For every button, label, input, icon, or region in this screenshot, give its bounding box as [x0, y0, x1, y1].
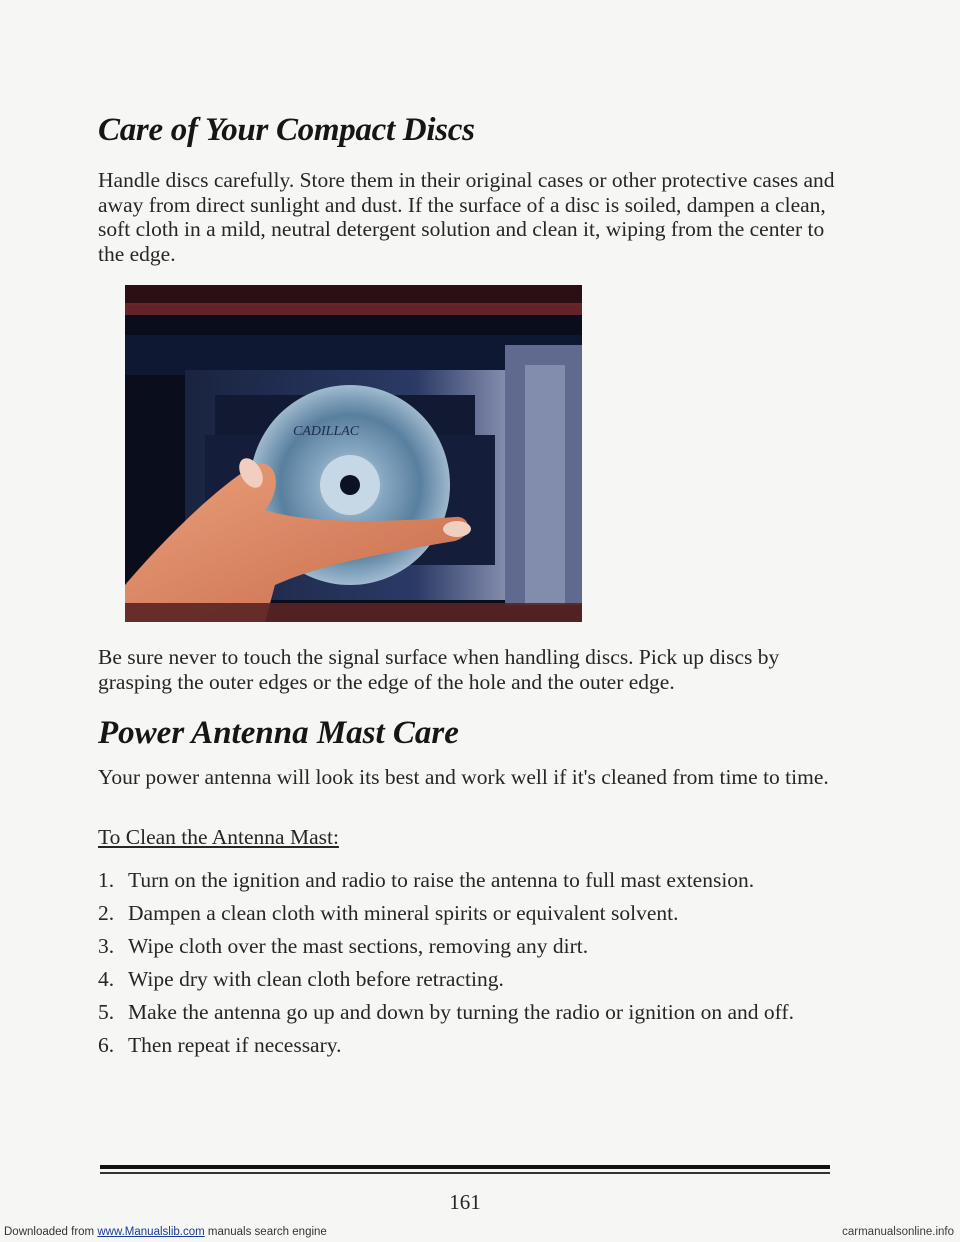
antenna-steps-list	[98, 868, 828, 1066]
step-number: 1.	[98, 868, 115, 892]
watermark-text: carmanualsonline.info	[842, 1226, 954, 1238]
disc-label-text: CADILLAC	[293, 424, 360, 439]
step-item	[98, 868, 828, 893]
download-prefix: Downloaded from	[4, 1226, 98, 1238]
footer-rule-thick	[100, 1165, 830, 1169]
download-footer	[0, 1225, 960, 1242]
antenna-subhead: To Clean the Antenna Mast:	[98, 825, 339, 849]
download-suffix: manuals search engine	[204, 1226, 327, 1238]
step-item	[98, 1000, 828, 1025]
download-notice	[4, 1226, 327, 1238]
step-number: 6.	[98, 1033, 115, 1057]
step-item	[98, 901, 828, 926]
step-text: Then repeat if necessary.	[128, 1033, 342, 1057]
disc-handling-paragraph: Be sure never to touch the signal surface when handling discs. Pick up discs by grasping the outer edges or the edge of the hole and the outer edge.	[98, 645, 780, 694]
section-title-antenna: Power Antenna Mast Care	[98, 715, 459, 751]
step-number: 5.	[98, 1000, 115, 1024]
compact-discs-paragraph: Handle discs carefully. Store them in their original cases or other protective cases and away from direct sunlight and dust. If the surface of a disc is soiled, dampen a clean, soft cloth in a mild, neutral detergent solution and clean it, wiping from the center to the edge.	[98, 168, 835, 266]
step-text: Wipe dry with clean cloth before retracting.	[128, 967, 504, 991]
step-item	[98, 1033, 828, 1058]
step-item	[98, 967, 828, 992]
antenna-paragraph: Your power antenna will look its best and work well if it's cleaned from time to time.	[98, 765, 829, 789]
step-number: 4.	[98, 967, 115, 991]
step-number: 2.	[98, 901, 115, 925]
step-item	[98, 934, 828, 959]
step-text: Dampen a clean cloth with mineral spirits or equivalent solvent.	[128, 901, 679, 925]
step-text: Turn on the ignition and radio to raise the antenna to full mast extension.	[128, 868, 755, 892]
step-number: 3.	[98, 934, 115, 958]
manualslib-link[interactable]: www.Manualslib.com	[97, 1226, 205, 1238]
footer-rule-thin	[100, 1172, 830, 1174]
step-text: Make the antenna go up and down by turning the radio or ignition on and off.	[128, 1000, 794, 1024]
page-number: 161	[449, 1190, 481, 1214]
section-title-compact-discs: Care of Your Compact Discs	[98, 112, 475, 148]
step-text: Wipe cloth over the mast sections, removing any dirt.	[128, 934, 589, 958]
compact-disc-photo	[125, 285, 582, 622]
